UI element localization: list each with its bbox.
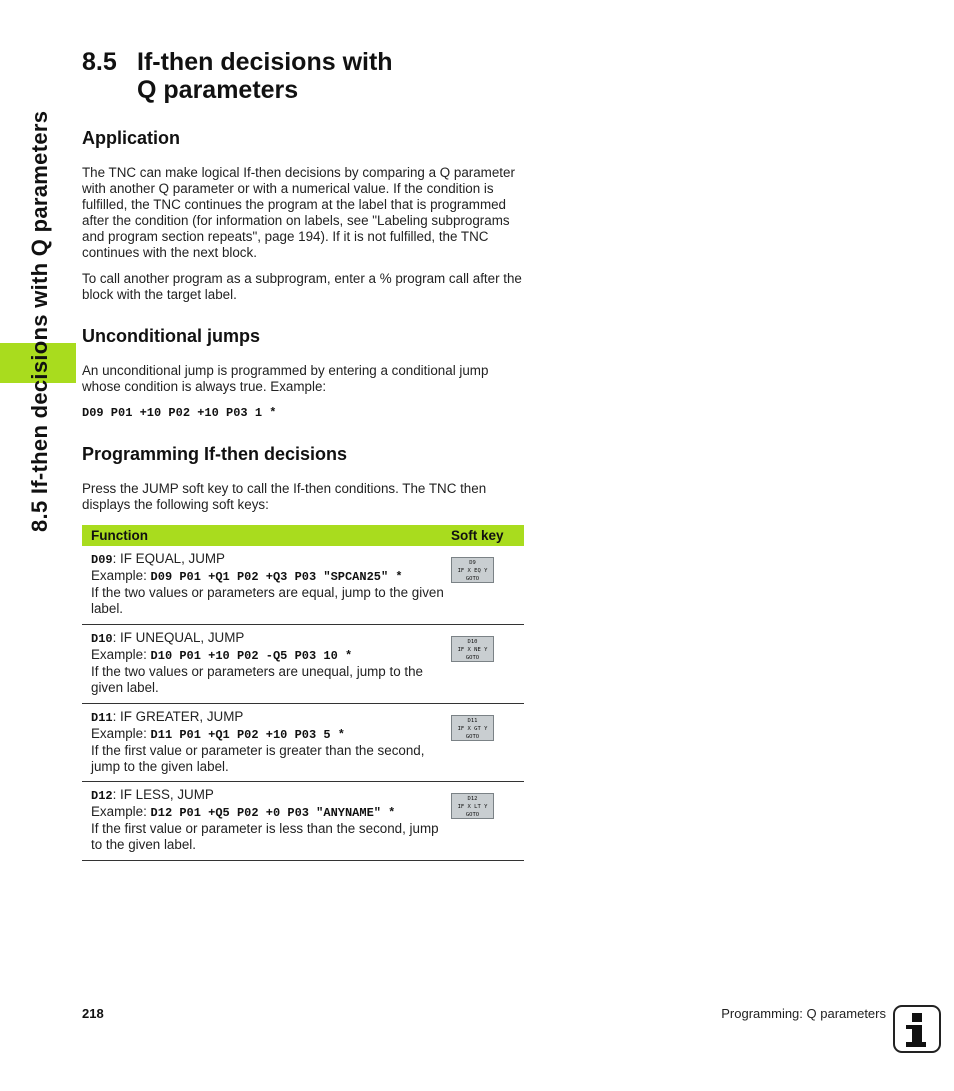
- function-title: : IF UNEQUAL, JUMP: [112, 630, 245, 645]
- function-title: : IF EQUAL, JUMP: [112, 551, 225, 566]
- table-header: [82, 525, 524, 546]
- softkey-line: IF X LT Y: [457, 804, 488, 810]
- softkey-cell: [451, 709, 524, 773]
- example-label: Example:: [91, 804, 151, 819]
- side-chapter-title: 8.5 If-then decisions with Q parameters: [27, 110, 52, 532]
- page-title: [82, 48, 393, 104]
- softkey-cell: [451, 551, 524, 616]
- info-icon-stem: [912, 1025, 922, 1042]
- function-text: If the two values or parameters are equal, jump to the given label.: [91, 585, 444, 616]
- row-description: [82, 787, 451, 852]
- softkey-cell: [451, 630, 524, 695]
- table-row: [82, 546, 524, 625]
- softkey-line: IF X NE Y: [457, 647, 488, 653]
- softkey-line: D12: [467, 796, 478, 802]
- info-icon[interactable]: [893, 1005, 941, 1053]
- example-label: Example:: [91, 647, 151, 662]
- table-row: [82, 704, 524, 782]
- page-number: 218: [82, 1006, 104, 1021]
- section-number: 8.5: [82, 48, 117, 76]
- softkey-d10-button[interactable]: [451, 636, 494, 662]
- softkey-line: GOTO: [465, 812, 480, 818]
- heading-unconditional-jumps: Unconditional jumps: [82, 326, 260, 346]
- example-code: D09 P01 +Q1 P02 +Q3 P03 "SPCAN25" *: [150, 570, 403, 584]
- table-row: [82, 782, 524, 861]
- application-paragraph-2: To call another program as a subprogram, enter a % program call after the block with the target label.: [82, 271, 522, 302]
- programming-paragraph: Press the JUMP soft key to call the If-then conditions. The TNC then displays the following soft keys:: [82, 481, 487, 512]
- softkey-d9-button[interactable]: [451, 557, 494, 583]
- info-icon-dot: [912, 1013, 922, 1022]
- softkey-table: [82, 525, 524, 861]
- row-description: [82, 709, 451, 773]
- function-code: D10: [91, 632, 113, 646]
- softkey-line: GOTO: [465, 655, 480, 661]
- softkey-d11-button[interactable]: [451, 715, 494, 741]
- heading-programming: Programming If-then decisions: [82, 444, 348, 464]
- title-line-1: If-then decisions with: [137, 48, 393, 76]
- softkey-line: GOTO: [465, 734, 480, 740]
- function-code: D09: [91, 553, 113, 567]
- heading-application: Application: [82, 128, 180, 148]
- softkey-cell: [451, 787, 524, 852]
- function-text: If the first value or parameter is less than the second, jump to the given label.: [91, 821, 439, 852]
- row-description: [82, 630, 451, 695]
- example-code: D12 P01 +Q5 P02 +0 P03 "ANYNAME" *: [150, 806, 396, 820]
- function-title: : IF LESS, JUMP: [112, 787, 214, 802]
- function-code: D12: [91, 789, 113, 803]
- row-description: [82, 551, 451, 616]
- softkey-line: IF X GT Y: [457, 726, 488, 732]
- application-paragraph-1: The TNC can make logical If-then decisions by comparing a Q parameter with another Q parameter or with a numerical value. If the condition is fulfilled, the TNC continues the program at the label that is programmed after the condition (for information on labels, see "Labeling subprograms and program section repeats", page 194). If it is not fulfilled, the TNC continues with the next block.: [82, 165, 515, 260]
- example-label: Example:: [91, 726, 151, 741]
- table-row: [82, 625, 524, 704]
- unconditional-code-example: D09 P01 +10 P02 +10 P03 1 *: [82, 406, 277, 420]
- softkey-line: IF X EQ Y: [457, 568, 488, 574]
- footer-chapter-title: Programming: Q parameters: [721, 1006, 886, 1021]
- info-icon-base: [906, 1042, 926, 1047]
- function-text: If the first value or parameter is greater than the second, jump to the given label.: [91, 743, 425, 774]
- unconditional-paragraph: An unconditional jump is programmed by entering a conditional jump whose condition is always true. Example:: [82, 363, 489, 394]
- softkey-line: D11: [467, 718, 478, 724]
- function-title: : IF GREATER, JUMP: [112, 709, 244, 724]
- function-text: If the two values or parameters are unequal, jump to the given label.: [91, 664, 423, 695]
- softkey-d12-button[interactable]: [451, 793, 494, 819]
- softkey-line: D9: [469, 560, 476, 566]
- title-line-2: Q parameters: [137, 76, 299, 104]
- header-function: Function: [91, 528, 148, 543]
- example-code: D10 P01 +10 P02 -Q5 P03 10 *: [150, 649, 353, 663]
- header-softkey: Soft key: [451, 528, 504, 543]
- softkey-line: D10: [467, 639, 478, 645]
- softkey-line: GOTO: [465, 576, 480, 582]
- function-code: D11: [91, 711, 113, 725]
- example-label: Example:: [91, 568, 151, 583]
- example-code: D11 P01 +Q1 P02 +10 P03 5 *: [150, 728, 345, 742]
